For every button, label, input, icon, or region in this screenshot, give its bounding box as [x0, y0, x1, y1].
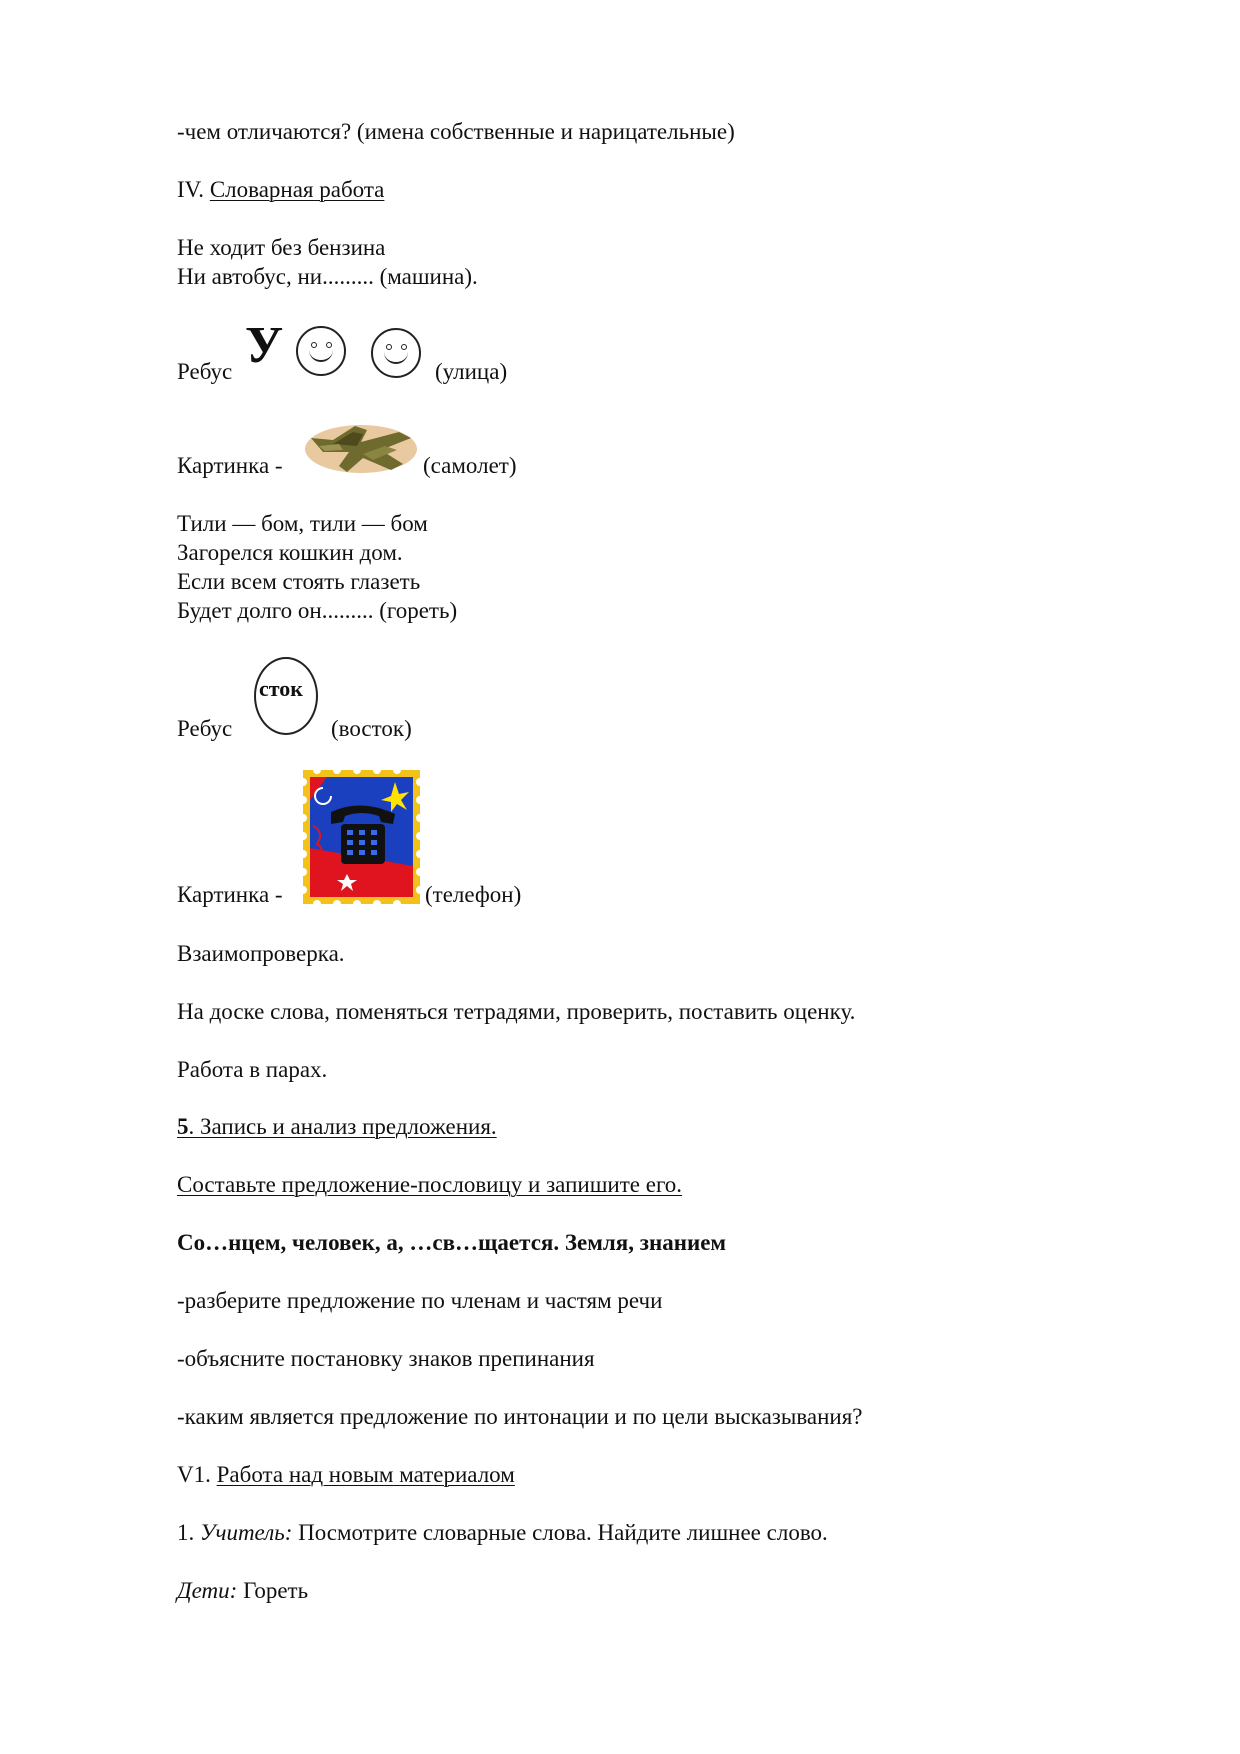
airplane-icon: [303, 418, 419, 476]
picture-answer: (телефон): [425, 882, 522, 907]
text-line: Взаимопроверка.: [177, 941, 345, 966]
poem-line: Загорелся кошкин дом.: [177, 540, 403, 565]
telephone-icon: [303, 770, 420, 904]
picture-label: Картинка -: [177, 453, 283, 478]
rebus-label: Ребус: [177, 359, 233, 384]
rebus-answer: (восток): [331, 716, 412, 741]
smiley-icon: [371, 328, 421, 378]
riddle-line: Ни автобус, ни......... (машина).: [177, 264, 478, 289]
dialogue-line: [177, 1577, 308, 1605]
dialogue-line: [177, 1519, 828, 1547]
section-title: Работа над новым материалом: [216, 1462, 515, 1487]
riddle-line: Не ходит без бензина: [177, 235, 386, 260]
text-line: -объясните постановку знаков препинания: [177, 1346, 595, 1371]
text-line: -каким является предложение по интонации и по цели высказывания?: [177, 1404, 863, 1429]
rebus-oval-text: сток: [259, 676, 303, 701]
rebus-label: Ребус: [177, 716, 233, 741]
text-line: Работа в парах.: [177, 1057, 328, 1082]
rebus-answer: (улица): [435, 359, 508, 384]
section-heading: [177, 1461, 515, 1489]
picture-label: Картинка -: [177, 882, 283, 907]
section-heading: [177, 176, 384, 204]
text-line: На доске слова, поменяться тетрадями, проверить, поставить оценку.: [177, 999, 856, 1024]
dialogue-text: Гореть: [237, 1578, 309, 1603]
speaker-label: Учитель:: [200, 1520, 293, 1545]
text-line: -разберите предложение по членам и частям речи: [177, 1288, 663, 1313]
section-title: Словарная работа: [209, 177, 385, 202]
dialogue-number: 1.: [177, 1520, 200, 1545]
poem-line: Тили — бом, тили — бом: [177, 511, 428, 536]
rebus-letter: У: [245, 317, 284, 374]
poem-line: Если всем стоять глазеть: [177, 569, 421, 594]
dialogue-text: Посмотрите словарные слова. Найдите лишнее слово.: [292, 1520, 828, 1545]
section-heading: [177, 1113, 497, 1141]
smiley-icon: [296, 326, 346, 376]
section-number: 5: [177, 1114, 189, 1139]
speaker-label: Дети:: [177, 1578, 238, 1603]
picture-answer: (самолет): [423, 453, 517, 478]
section-number: IV.: [177, 177, 210, 202]
text-line: -чем отличаются? (имена собственные и нарицательные): [177, 119, 735, 144]
section-number: V1.: [177, 1462, 217, 1487]
section-title: . Запись и анализ предложения.: [188, 1114, 497, 1139]
task-sentence: Со…нцем, человек, а, …св…щается. Земля, знанием: [177, 1230, 727, 1255]
poem-line: Будет долго он......... (гореть): [177, 598, 458, 623]
task-heading: Составьте предложение-пословицу и запишите его.: [177, 1172, 683, 1197]
